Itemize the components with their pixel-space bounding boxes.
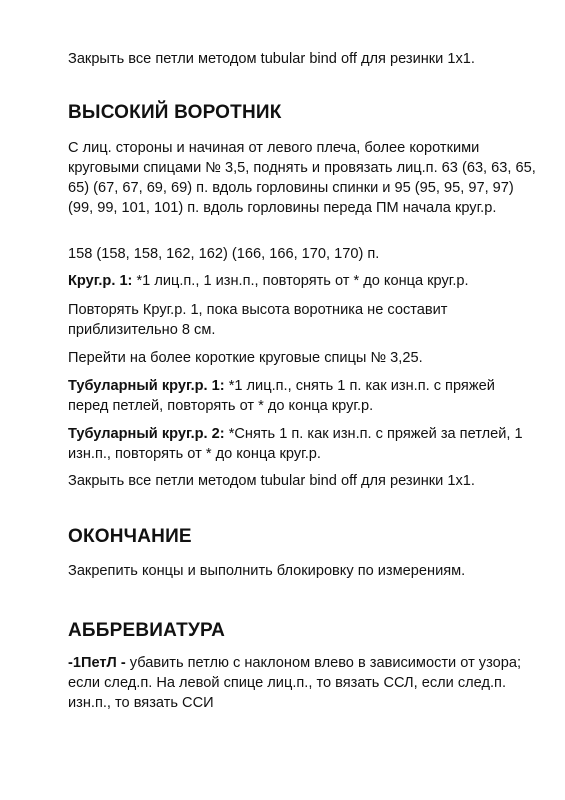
- collar-bind-off-text: Закрыть все петли методом tubular bind off для резинки 1x1.: [68, 473, 475, 489]
- tubular-round-2-paragraph: [68, 424, 538, 464]
- switch-needles-text: Перейти на более короткие круговые спицы № 3,25.: [68, 350, 423, 366]
- tubular-round-2-label: Тубуларный круг.р. 2:: [68, 426, 225, 442]
- abbreviation-paragraph: [68, 653, 538, 713]
- finishing-heading: ОКОНЧАНИЕ: [68, 526, 192, 547]
- abbreviation-definition: убавить петлю с наклоном влево в зависимости от узора; если след.п. На левой спице лиц.п., то вязать ССЛ, если след.п. изн.п., то вязать ССИ: [68, 655, 522, 711]
- repeat-paragraph: Повторять Круг.р. 1, пока высота воротника не составит приблизительно 8 см.: [68, 302, 448, 338]
- tubular-round-2-text: *Снять 1 п. как изн.п. с пряжей за петлей, 1 изн.п., повторять от * до конца круг.р.: [68, 426, 523, 462]
- round-1-text: *1 лиц.п., 1 изн.п., повторять от * до конца круг.р.: [132, 273, 469, 289]
- abbreviation-term: -1ПетЛ -: [68, 655, 126, 671]
- collar-heading: ВЫСОКИЙ ВОРОТНИК: [68, 102, 282, 123]
- intro-bind-off-text: Закрыть все петли методом tubular bind off для резинки 1x1.: [68, 51, 475, 67]
- round-1-paragraph: [68, 271, 538, 291]
- tubular-round-1-paragraph: [68, 376, 538, 416]
- collar-pickup-paragraph: С лиц. стороны и начиная от левого плеча, более короткими круговыми спицами № 3,5, поднять и провязать лиц.п. 63 (63, 63, 65, 65) (67, 67, 69, 69) п. вдоль горловины спинки и 95 (95, 95, 97, 97) (99, 99, 101, 101) п. вдоль горловины переда ПМ начала круг.р.: [68, 140, 536, 216]
- tubular-round-1-text: *1 лиц.п., снять 1 п. как изн.п. с пряжей перед петлей, повторять от * до конца круг.р.: [68, 378, 495, 414]
- finishing-text: Закрепить концы и выполнить блокировку по измерениям.: [68, 563, 466, 579]
- tubular-round-1-label: Тубуларный круг.р. 1:: [68, 378, 225, 394]
- stitch-count-text: 158 (158, 158, 162, 162) (166, 166, 170, 170) п.: [68, 246, 380, 262]
- abbreviation-heading: АББРЕВИАТУРА: [68, 620, 226, 641]
- round-1-label: Круг.р. 1:: [68, 273, 133, 289]
